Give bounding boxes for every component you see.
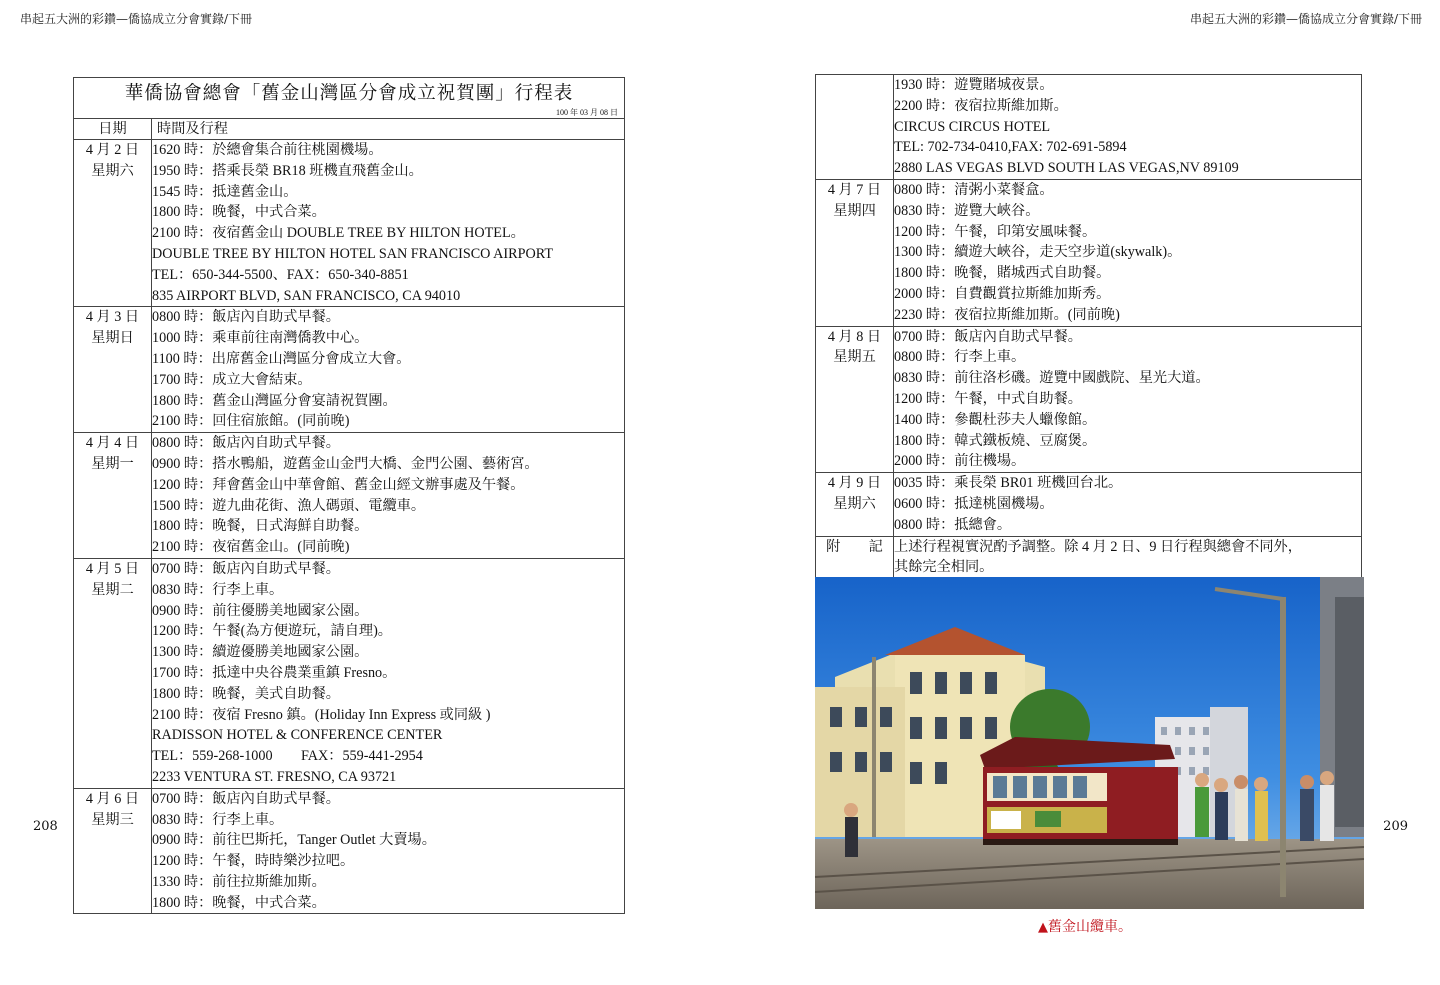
event-line: 1800 時：晚餐，日式海鮮自助餐。 xyxy=(152,518,369,535)
photo-caption xyxy=(1038,916,1132,936)
page-number-right: 209 xyxy=(1383,819,1408,834)
day-weekday: 星期日 xyxy=(91,330,134,347)
event-line: 0830 時：行李上車。 xyxy=(152,581,284,598)
event-line: 2000 時：前往機場。 xyxy=(894,453,1026,470)
day-weekday: 星期六 xyxy=(833,495,876,512)
event-line: 1200 時：午餐，中式自助餐。 xyxy=(894,390,1082,407)
schedule-day-row xyxy=(74,140,625,307)
day-weekday xyxy=(816,96,893,117)
event-line: 0800 時：行李上車。 xyxy=(894,349,1026,366)
event-line: 0830 時：前往洛杉磯。遊覽中國戲院、星光大道。 xyxy=(894,370,1210,387)
note-line: 上述行程視實況酌予調整。除 4 月 2 日、9 日行程與總會不同外， xyxy=(894,538,1302,555)
event-line: 1800 時：晚餐，賭城西式自助餐。 xyxy=(894,265,1111,282)
event-line: 0700 時：飯店內自助式早餐。 xyxy=(152,790,340,807)
events-cell xyxy=(152,558,625,788)
event-line: 1500 時：遊九曲花街、漁人碼頭、電纜車。 xyxy=(152,497,426,514)
running-header-left: 串起五大洲的彩鑽—僑協成立分會實錄/下冊 xyxy=(20,12,253,26)
schedule-day-row xyxy=(74,307,625,433)
events-cell xyxy=(894,179,1362,326)
day-cell xyxy=(74,307,152,433)
event-line: 1620 時：於總會集合前往桃園機場。 xyxy=(152,142,383,158)
day-date: 4 月 6 日 xyxy=(85,790,140,807)
cable-car-photo-illustration xyxy=(815,577,1364,909)
day-date xyxy=(816,75,893,96)
event-line: 1100 時：出席舊金山灣區分會成立大會。 xyxy=(152,350,411,367)
schedule-day-row xyxy=(816,473,1362,536)
running-header-right: 串起五大洲的彩鑽—僑協成立分會實錄/下冊 xyxy=(1189,12,1422,26)
day-cell xyxy=(74,140,152,307)
event-line: 1800 時：晚餐，中式合菜。 xyxy=(152,894,326,911)
day-date: 4 月 7 日 xyxy=(827,181,882,198)
day-weekday: 星期六 xyxy=(91,162,134,179)
day-date: 4 月 2 日 xyxy=(85,142,140,158)
schedule-day-row xyxy=(816,75,1362,180)
event-line: 0900 時：前往巴斯托，Tanger Outlet 大賣場。 xyxy=(152,832,436,849)
day-date: 4 月 9 日 xyxy=(827,475,882,492)
note-label: 附 記 xyxy=(826,538,883,555)
day-cell xyxy=(816,179,894,326)
event-line: 2100 時：回住宿旅館。(同前晚) xyxy=(152,413,350,430)
event-line: TEL：650-344-5500、FAX：650-340-8851 xyxy=(152,266,409,283)
photo-caption-text: 舊金山纜車。 xyxy=(1048,919,1132,935)
event-line: 0700 時：飯店內自助式早餐。 xyxy=(152,560,340,577)
event-line: 1300 時：續遊優勝美地國家公園。 xyxy=(152,644,369,661)
column-header-date: 日期 xyxy=(74,119,152,140)
day-cell xyxy=(74,433,152,559)
events-cell xyxy=(894,75,1362,180)
event-line: 1950 時：搭乘長榮 BR18 班機直飛舊金山。 xyxy=(152,162,423,179)
event-line: 1800 時：晚餐，中式合菜。 xyxy=(152,204,326,221)
day-cell xyxy=(816,326,894,473)
note-line: 其餘完全相同。 xyxy=(894,559,994,576)
event-line: 0900 時：前往優勝美地國家公園。 xyxy=(152,602,369,619)
schedule-day-row xyxy=(816,179,1362,326)
schedule-day-row xyxy=(74,558,625,788)
event-line: 0800 時：清粥小菜餐盒。 xyxy=(894,181,1054,198)
event-line: 2233 VENTURA ST. FRESNO, CA 93721 xyxy=(152,768,397,785)
page-number-left: 208 xyxy=(33,819,58,834)
event-line: 2880 LAS VEGAS BLVD SOUTH LAS VEGAS,NV 89109 xyxy=(894,160,1239,177)
day-weekday: 星期五 xyxy=(833,349,876,366)
event-line: 0800 時：飯店內自助式早餐。 xyxy=(152,435,340,452)
event-line: 0035 時：乘長榮 BR01 班機回台北。 xyxy=(894,475,1123,492)
event-line: 1800 時：舊金山灣區分會宴請祝賀團。 xyxy=(152,392,397,409)
event-line: 2200 時：夜宿拉斯維加斯。 xyxy=(894,97,1068,114)
event-line: 1545 時：抵達舊金山。 xyxy=(152,183,298,200)
event-line: 0600 時：抵達桃園機場。 xyxy=(894,495,1054,512)
event-line: RADISSON HOTEL & CONFERENCE CENTER xyxy=(152,727,443,744)
note-label-cell xyxy=(816,536,894,579)
schedule-title: 華僑協會總會「舊金山灣區分會成立祝賀團」行程表 xyxy=(124,84,574,104)
day-weekday: 星期一 xyxy=(91,455,134,472)
column-header-row xyxy=(74,119,625,140)
event-line: 1200 時：午餐(為方便遊玩，請自理)。 xyxy=(152,623,392,640)
schedule-table-right xyxy=(815,74,1362,579)
event-line: TEL：559-268-1000 FAX：559-441-2954 xyxy=(152,748,423,765)
event-line: 1330 時：前往拉斯維加斯。 xyxy=(152,873,326,890)
event-line: 0700 時：飯店內自助式早餐。 xyxy=(894,328,1082,345)
event-line: TEL: 702-734-0410,FAX: 702-691-5894 xyxy=(894,139,1127,156)
note-row xyxy=(816,536,1362,579)
day-cell xyxy=(74,788,152,914)
event-line: 0900 時：搭水鴨船，遊舊金山金門大橋、金門公園、藝術宮。 xyxy=(152,455,539,472)
event-line: 2100 時：夜宿 Fresno 鎮。(Holiday Inn Express 或同級 ) xyxy=(152,706,491,723)
event-line: 1800 時：韓式鐵板燒、豆腐煲。 xyxy=(894,432,1097,449)
events-cell xyxy=(152,788,625,914)
event-line: 0800 時：飯店內自助式早餐。 xyxy=(152,309,340,326)
day-date: 4 月 5 日 xyxy=(85,560,140,577)
day-cell xyxy=(74,558,152,788)
events-cell xyxy=(894,326,1362,473)
cable-car-photo xyxy=(815,577,1364,909)
event-line: DOUBLE TREE BY HILTON HOTEL SAN FRANCISCO AIRPORT xyxy=(152,245,554,262)
schedule-date: 100 年 03 月 08 日 xyxy=(556,108,618,117)
event-line: 1700 時：抵達中央谷農業重鎮 Fresno。 xyxy=(152,664,397,681)
schedule-day-row xyxy=(816,326,1362,473)
event-line: CIRCUS CIRCUS HOTEL xyxy=(894,118,1051,135)
event-line: 1400 時：參觀杜莎夫人蠟像館。 xyxy=(894,411,1097,428)
event-line: 1700 時：成立大會結束。 xyxy=(152,371,312,388)
event-line: 0800 時：抵總會。 xyxy=(894,516,1012,533)
events-cell xyxy=(152,433,625,559)
schedule-title-cell xyxy=(74,78,625,119)
note-text-cell xyxy=(894,536,1362,579)
day-weekday: 星期四 xyxy=(833,202,876,219)
event-line: 2000 時：自費觀賞拉斯維加斯秀。 xyxy=(894,285,1111,302)
event-line: 1200 時：午餐，時時樂沙拉吧。 xyxy=(152,853,355,870)
day-date: 4 月 3 日 xyxy=(85,309,140,326)
event-line: 2100 時：夜宿舊金山。(同前晚) xyxy=(152,539,350,556)
day-weekday: 星期二 xyxy=(91,581,134,598)
day-weekday: 星期三 xyxy=(91,811,134,828)
events-cell xyxy=(152,307,625,433)
triangle-icon: ▲ xyxy=(1038,920,1048,935)
event-line: 2230 時：夜宿拉斯維加斯。(同前晚) xyxy=(894,306,1120,323)
column-header-events: 時間及行程 xyxy=(152,119,625,140)
events-cell xyxy=(152,140,625,307)
event-line: 1000 時：乘車前往南灣僑教中心。 xyxy=(152,330,369,347)
schedule-day-row xyxy=(74,788,625,914)
event-line: 1930 時：遊覽賭城夜景。 xyxy=(894,77,1054,93)
day-date: 4 月 4 日 xyxy=(85,435,140,452)
events-cell xyxy=(894,473,1362,536)
day-cell xyxy=(816,473,894,536)
day-cell xyxy=(816,75,894,180)
event-line: 1200 時：拜會舊金山中華會館、舊金山經文辦事處及午餐。 xyxy=(152,476,525,493)
schedule-table-left xyxy=(73,77,625,914)
event-line: 1200 時：午餐，印第安風味餐。 xyxy=(894,223,1097,240)
event-line: 2100 時：夜宿舊金山 DOUBLE TREE BY HILTON HOTEL。 xyxy=(152,225,525,242)
day-date: 4 月 8 日 xyxy=(827,328,882,345)
event-line: 0830 時：行李上車。 xyxy=(152,811,284,828)
event-line: 1800 時：晚餐，美式自助餐。 xyxy=(152,685,340,702)
event-line: 0830 時：遊覽大峽谷。 xyxy=(894,202,1040,219)
event-line: 1300 時：續遊大峽谷，走天空步道(skywalk)。 xyxy=(894,244,1182,261)
schedule-day-row xyxy=(74,433,625,559)
event-line: 835 AIRPORT BLVD, SAN FRANCISCO, CA 94010 xyxy=(152,287,461,304)
